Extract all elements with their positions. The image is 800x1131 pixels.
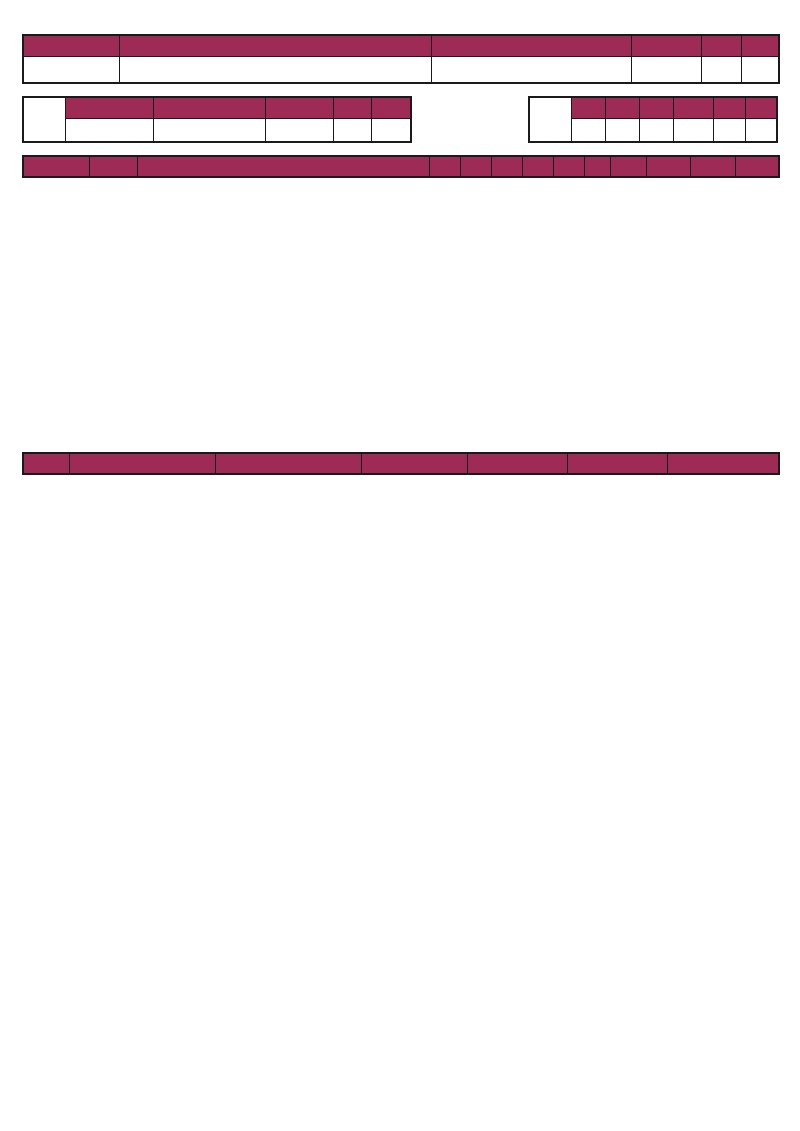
col-average [646,156,690,177]
options-table [22,452,780,475]
class-format-header [631,35,701,56]
enrolled-count-header [701,35,741,56]
col-question-no [89,156,137,177]
col-category [23,156,89,177]
dept-val-1 [65,118,153,142]
col-a [429,156,460,177]
dept-val-3 [265,118,333,142]
grade-col-4 [673,97,713,118]
grade-label [529,97,571,142]
grade-col-1 [571,97,605,118]
grade-val-2 [605,118,639,142]
col-c [491,156,522,177]
course-info-table [22,34,780,84]
grade-val-6 [745,118,777,142]
col-e [553,156,584,177]
course-code-header [23,35,119,56]
opt-col-a [69,453,215,474]
grade-val-5 [713,118,745,142]
department-grade-row [22,96,778,143]
response-rate-chart [22,198,778,433]
opt-col-no [23,453,69,474]
course-code-value [23,56,119,83]
department-table [22,96,412,143]
opt-col-e [567,453,667,474]
col-no-answer [610,156,646,177]
opt-col-d [467,453,567,474]
col-f [584,156,610,177]
grade-val-4 [673,118,713,142]
dept-val-5 [371,118,411,142]
grade-col-3 [639,97,673,118]
subject-name-value [119,56,431,83]
teacher-name-value [431,56,631,83]
respondent-count-header [741,35,779,56]
dept-col-3 [265,97,333,118]
grade-table [528,96,778,143]
dept-val-2 [153,118,265,142]
col-overall-average [735,156,779,177]
survey-results-table [22,155,780,178]
opt-col-c [361,453,467,474]
col-d [522,156,553,177]
respondent-count-value [741,56,779,83]
teacher-name-header [431,35,631,56]
col-question [137,156,429,177]
class-format-value [631,56,701,83]
dept-col-2 [153,97,265,118]
grade-val-1 [571,118,605,142]
grade-col-5 [713,97,745,118]
grade-val-3 [639,118,673,142]
dept-col-5 [371,97,411,118]
opt-col-f [667,453,779,474]
col-b [460,156,491,177]
col-field-average [690,156,735,177]
dept-val-4 [333,118,371,142]
subject-name-header [119,35,431,56]
enrolled-count-value [701,56,741,83]
dept-col-4 [333,97,371,118]
grade-col-2 [605,97,639,118]
dept-col-1 [65,97,153,118]
department-label [23,97,65,142]
chart-area [22,198,778,438]
opt-col-b [215,453,361,474]
grade-col-6 [745,97,777,118]
